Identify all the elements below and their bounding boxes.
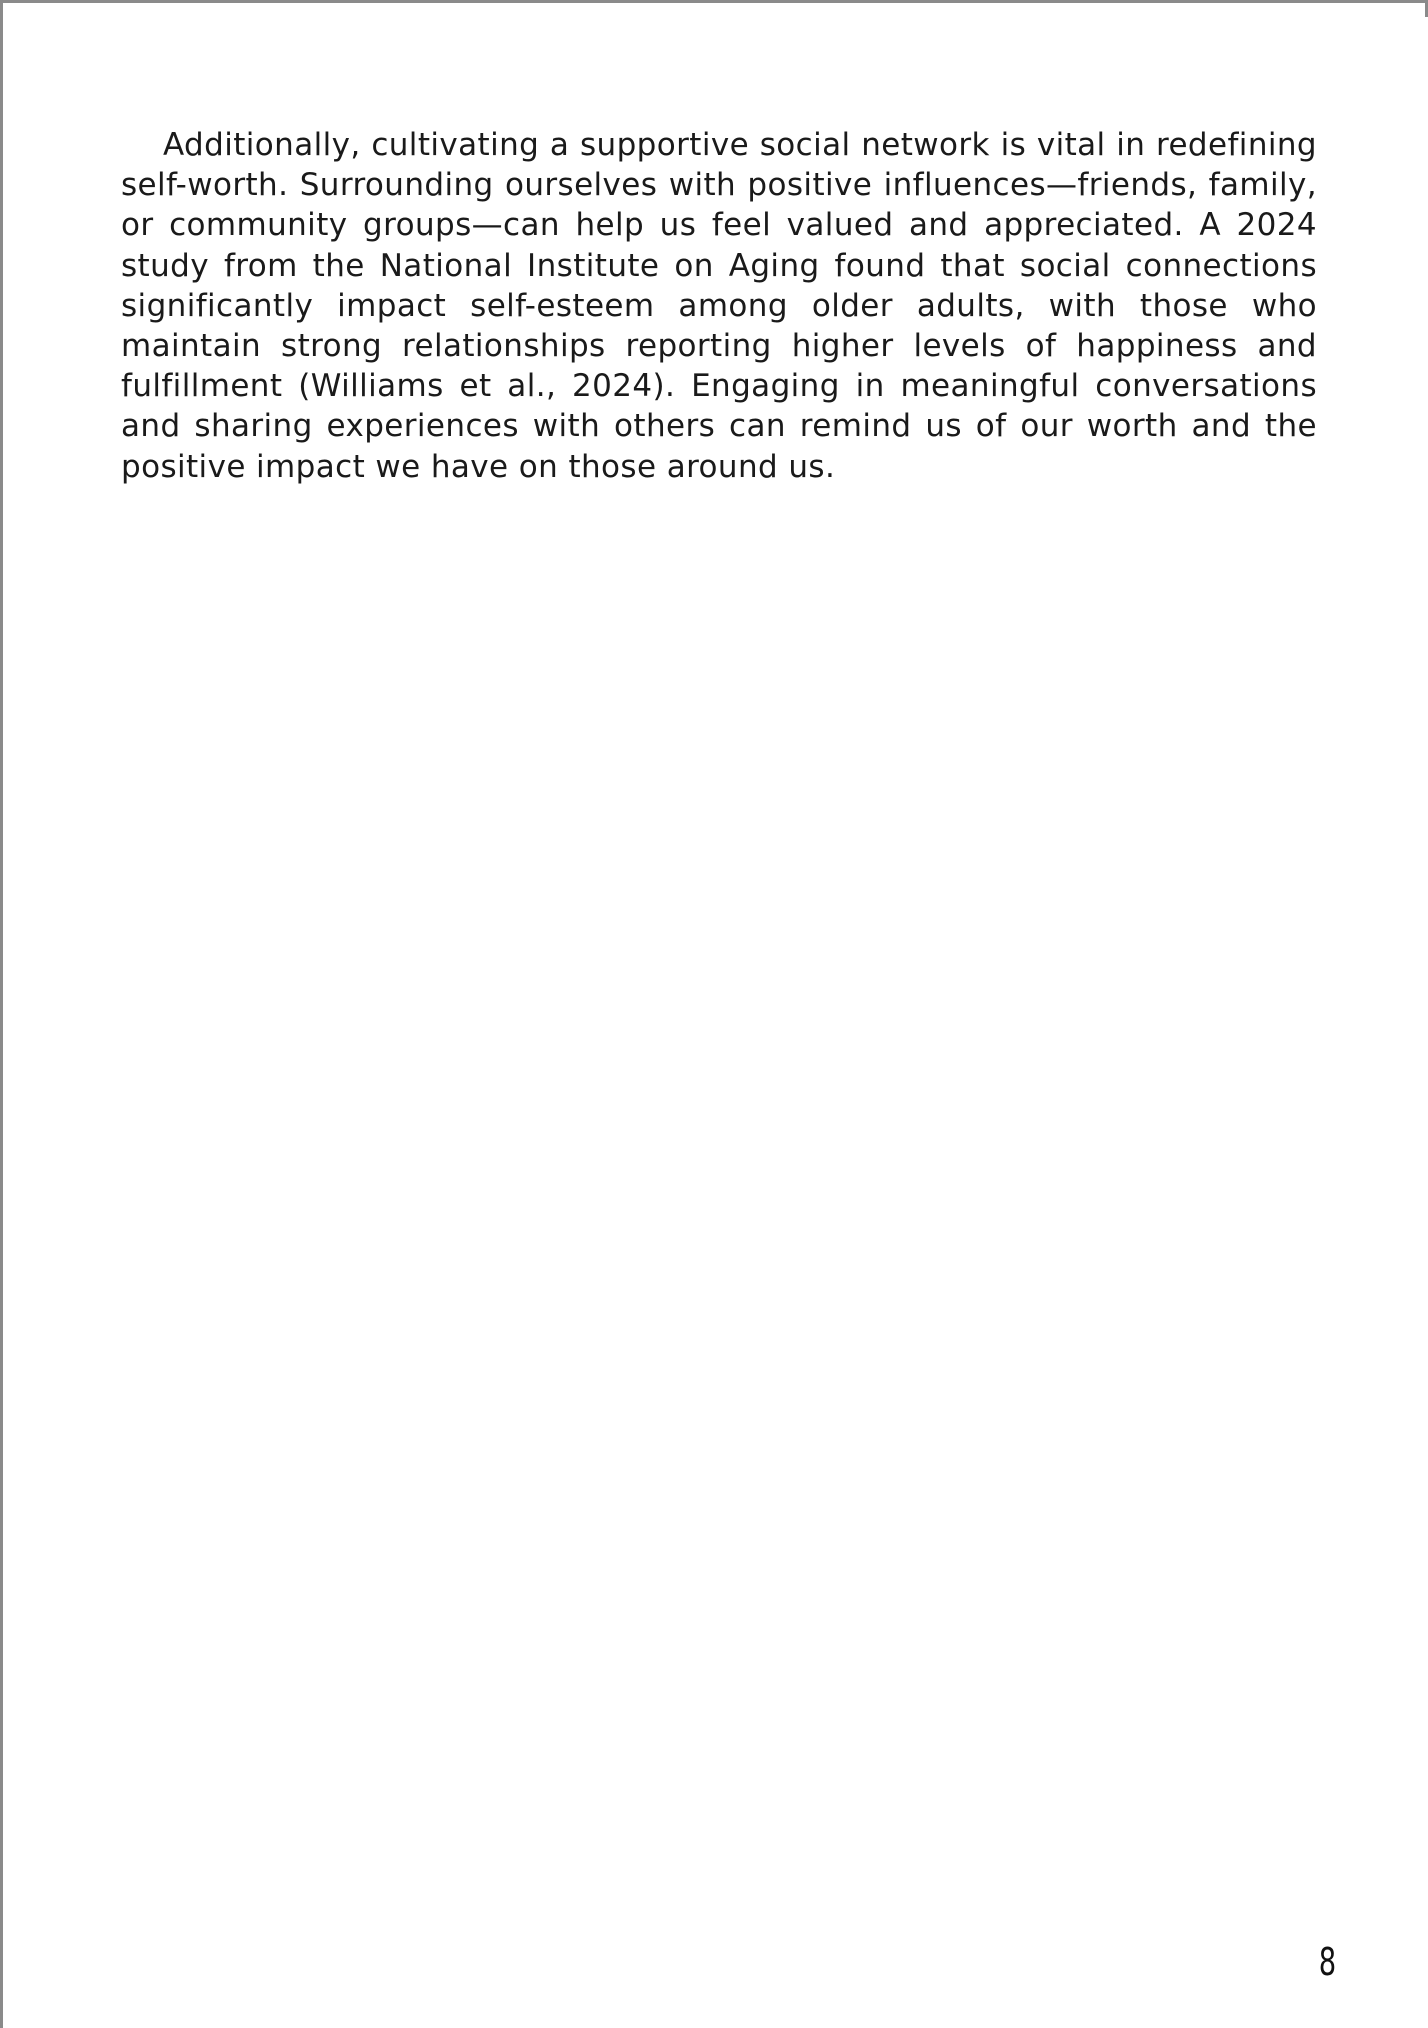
body-paragraph: Additionally, cultivating a supportive social network is vital in redefining self-worth. Surrounding ourselves with positive influences—friends, family, or community groups—can help us feel valued and appreciated. A 2024 study from the National Institute on Aging found that social connections significantly impact self-esteem among older adults, with those who maintain strong relationships reporting higher levels of happiness and fulfillment (Williams et al., 2024). Engaging in meaningful conversations and sharing experiences with others can remind us of our worth and the positive impact we have on those around us. (121, 127, 1317, 485)
page-number: 8 (1318, 1940, 1336, 1984)
